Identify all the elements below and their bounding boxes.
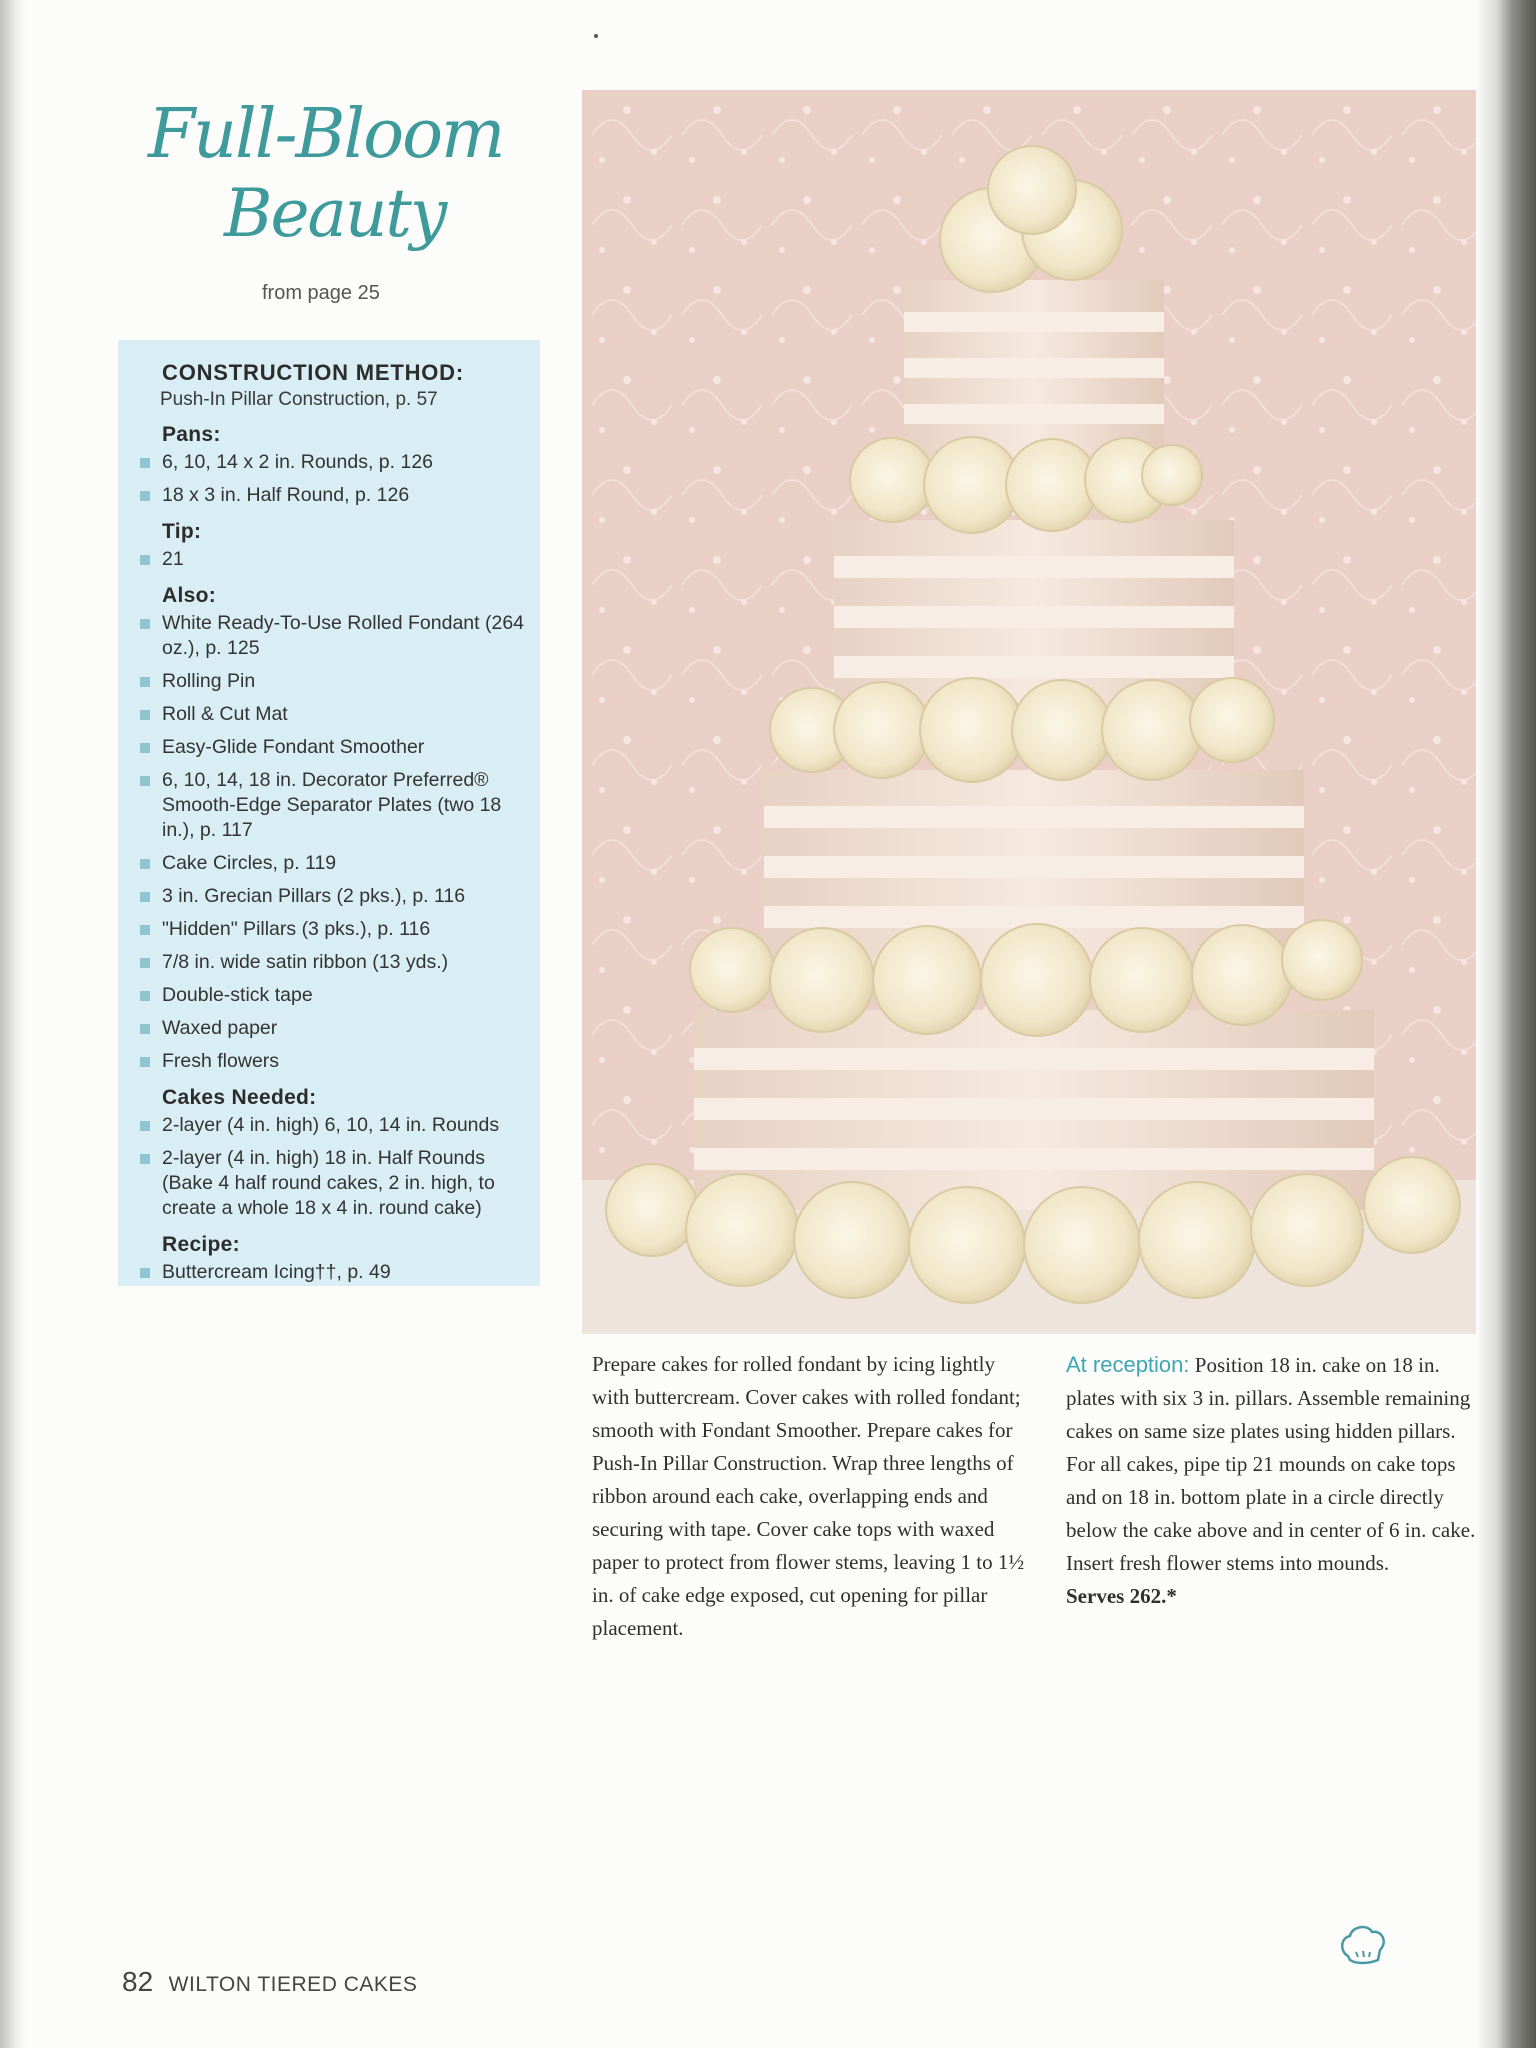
list-item: Waxed paper xyxy=(138,1016,526,1041)
list-item: Double-stick tape xyxy=(138,983,526,1008)
recipe-title xyxy=(140,95,520,285)
list-item: Rolling Pin xyxy=(138,669,526,694)
recipe-list xyxy=(138,1260,526,1285)
recipe-heading: Recipe: xyxy=(162,1233,240,1256)
print-speck xyxy=(594,34,598,38)
list-item: Fresh flowers xyxy=(138,1049,526,1074)
chef-hat-icon xyxy=(1338,1922,1390,1970)
list-item: Roll & Cut Mat xyxy=(138,702,526,727)
cake-illustration xyxy=(582,90,1480,1334)
list-item: 2-layer (4 in. high) 6, 10, 14 in. Rounds xyxy=(138,1113,526,1138)
title-line-2: Beauty xyxy=(224,175,446,252)
tip-list xyxy=(138,547,526,572)
pans-list xyxy=(138,450,526,508)
list-item: 2-layer (4 in. high) 18 in. Half Rounds (Bake 4 half round cakes, 2 in. high, to create a whole 18 x 4 in. round cake) xyxy=(138,1146,526,1221)
list-item: 18 x 3 in. Half Round, p. 126 xyxy=(138,483,526,508)
title-line-1: Full-Bloom xyxy=(148,95,504,174)
construction-heading: CONSTRUCTION METHOD: xyxy=(162,360,464,385)
reception-label: At reception: xyxy=(1066,1352,1190,1377)
also-list xyxy=(138,611,526,1074)
page-left-edge xyxy=(0,0,26,2048)
list-item: 7/8 in. wide satin ribbon (13 yds.) xyxy=(138,950,526,975)
pans-heading: Pans: xyxy=(162,423,221,446)
list-item: White Ready-To-Use Rolled Fondant (264 oz.), p. 125 xyxy=(138,611,526,661)
list-item: Easy-Glide Fondant Smoother xyxy=(138,735,526,760)
page-footer xyxy=(122,1966,417,1998)
reception-text: Position 18 in. cake on 18 in. plates with six 3 in. pillars. Assemble remaining cakes on same size plates using hidden pillars. For all cakes, pipe tip 21 mounds on cake tops and on 18 in. bottom plate in a circle directly below the cake above and in center of 6 in. cake. Insert fresh flower stems into mounds. xyxy=(1066,1353,1476,1575)
list-item: Cake Circles, p. 119 xyxy=(138,851,526,876)
serves-count: Serves 262.* xyxy=(1066,1584,1177,1608)
list-item: 3 in. Grecian Pillars (2 pks.), p. 116 xyxy=(138,884,526,909)
also-heading: Also: xyxy=(162,584,216,607)
cakes-heading: Cakes Needed: xyxy=(162,1086,317,1109)
cake-photo xyxy=(582,90,1480,1334)
instructions-column-1: Prepare cakes for rolled fondant by icing lightly with buttercream. Cover cakes with rolled fondant; smooth with Fondant Smoother. Prepare cakes for Push-In Pillar Construction. Wrap three lengths of ribbon around each cake, overlapping ends and securing with tape. Cover cake tops with waxed paper to protect from flower stems, leaving 1 to 1½ in. of cake edge exposed, cut opening for pillar placement. xyxy=(592,1352,1025,1640)
list-item: "Hidden" Pillars (3 pks.), p. 116 xyxy=(138,917,526,942)
construction-value: Push-In Pillar Construction, p. 57 xyxy=(160,389,438,410)
tip-heading: Tip: xyxy=(162,520,202,543)
supplies-box xyxy=(118,340,540,1286)
from-page-note: from page 25 xyxy=(262,282,380,304)
list-item: 6, 10, 14, 18 in. Decorator Preferred® Smooth-Edge Separator Plates (two 18 in.), p. 117 xyxy=(138,768,526,843)
page-number: 82 xyxy=(122,1966,154,1997)
list-item: 6, 10, 14 x 2 in. Rounds, p. 126 xyxy=(138,450,526,475)
book-spine-shadow xyxy=(1476,0,1536,2048)
publication-name: WILTON TIERED CAKES xyxy=(168,1973,418,1996)
cakes-list xyxy=(138,1113,526,1221)
list-item: 21 xyxy=(138,547,526,572)
list-item: Buttercream Icing††, p. 49 xyxy=(138,1260,526,1285)
instructions-column-2 xyxy=(1066,1348,1478,1613)
